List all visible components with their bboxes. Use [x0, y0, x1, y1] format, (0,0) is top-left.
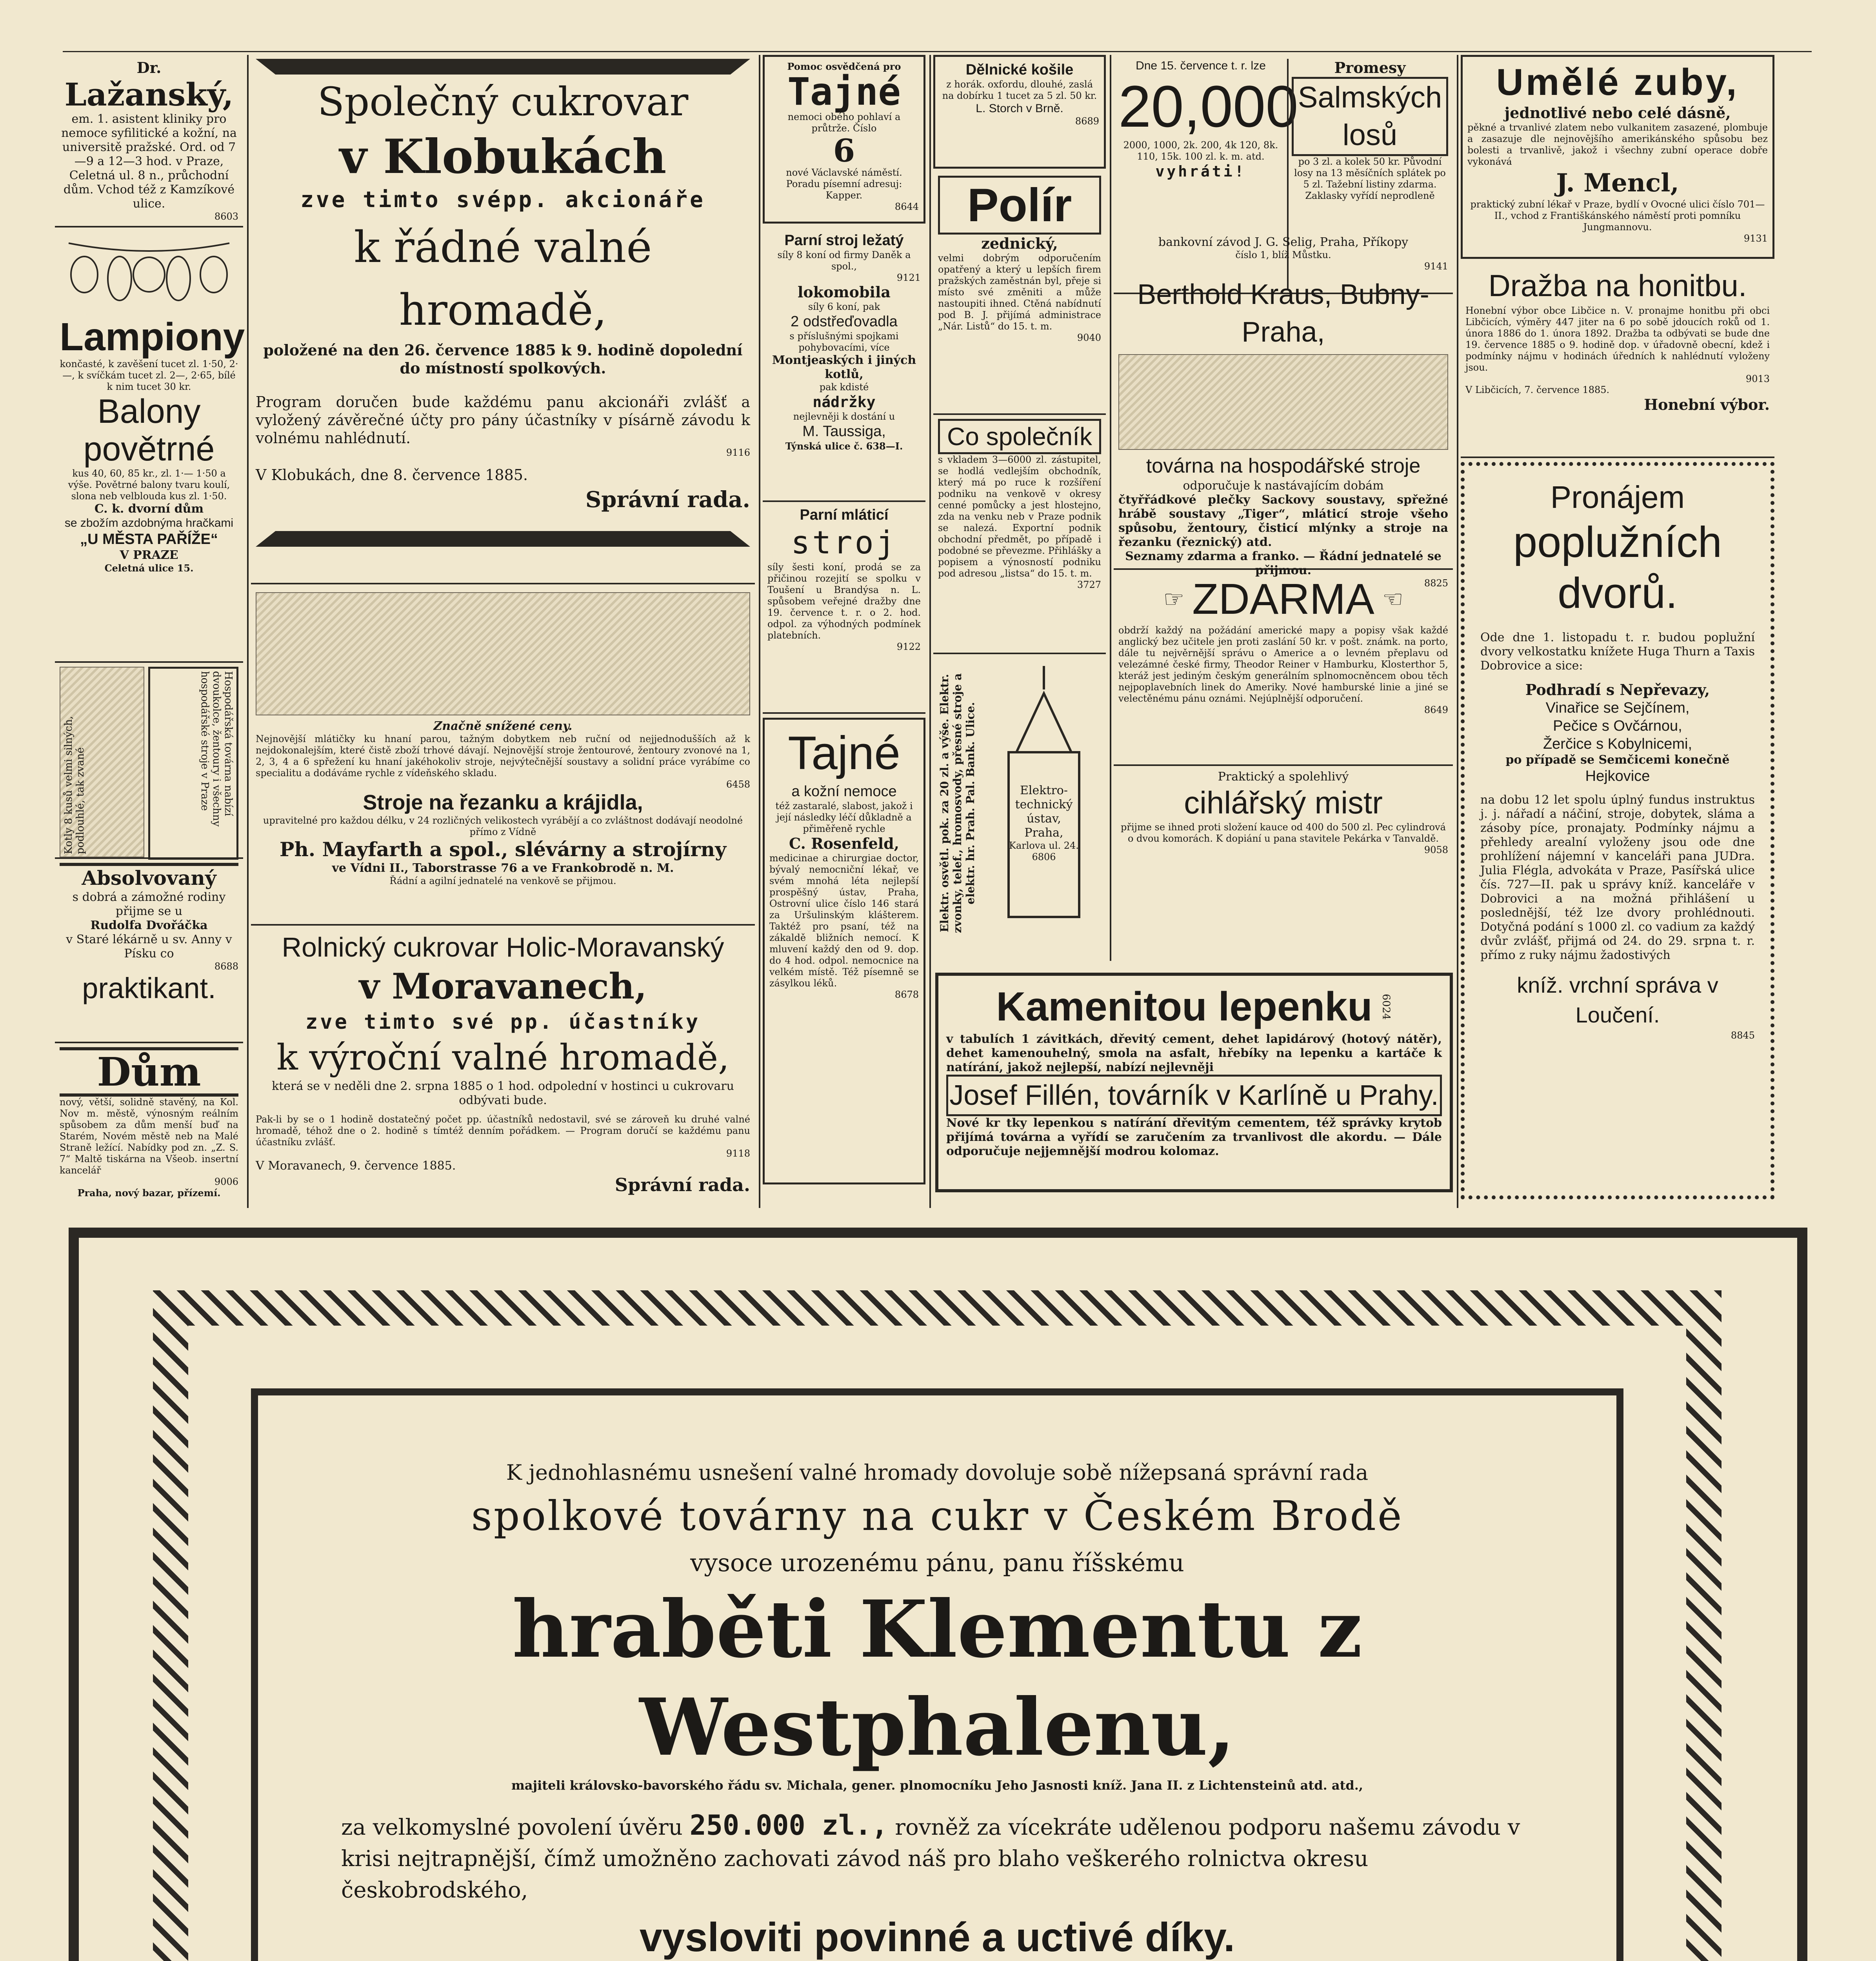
ad-text-2: po 3 zl. a kolek 50 kr. Původní losy na 13 měsíčních splátek po 5 zl. Tažební listiny zdarma. Zaklasky vyřídí neprodleně [1294, 156, 1446, 201]
ad-number: 9040 [1077, 332, 1101, 343]
ad-title: Dr. [136, 59, 162, 76]
ad-number: 8825 [1424, 578, 1448, 589]
ad-number: 8603 [214, 211, 238, 222]
announcement-address: vysoce urozenému pánu, panu říšskému [690, 1548, 1184, 1577]
lepenka-head [946, 981, 1442, 1032]
ad-subtitle: zednický, [981, 235, 1058, 252]
ad-number: 9118 [726, 1148, 750, 1159]
ad-number: 9121 [896, 272, 921, 283]
column-3 [763, 55, 925, 1212]
column-1 [55, 55, 243, 1212]
column-rule [759, 55, 760, 1208]
column-4 [933, 55, 1106, 961]
announcement-titles: majiteli královsko-bavorského řádu sv. Michala, gener. plnomocníku Jeho Jasnosti kníž. Jana II. z Lichtensteinů atd. atd., [511, 1778, 1363, 1793]
ad-lazansky [55, 55, 243, 227]
ad-title: Co společník [938, 419, 1101, 454]
ad-place-date: V Libčicích, 7. července 1885. [1465, 384, 1610, 395]
column-5 [1114, 55, 1453, 961]
ad-invite: zve timto svépp. akcionáře [300, 187, 705, 213]
ad-text: síly 8 koní od firmy Daněk a spol., [777, 249, 911, 272]
elektro-line-5: Karlova ul. 24. [1009, 840, 1079, 851]
ad-title: Tajné [787, 70, 901, 114]
announcement [274, 1459, 1600, 1961]
ad-mayfarth [251, 584, 755, 926]
ad-title: Lampiony [60, 315, 245, 359]
ad-text: s dobrá a zámožné rodiny přijme se u [72, 890, 226, 918]
ad-elektro [933, 654, 1106, 952]
ad-place-date: V Klobukách, dne 8. července 1885. [256, 466, 528, 484]
ad-amount: 20,000 [1118, 73, 1298, 139]
ad-signature: Správní rada. [585, 487, 750, 513]
ad-text: s vkladem 3—6000 zl. zástupitel, se hodlá vedlejším obchodník, který má po ruce k rozšíření podniku na venkově v okresy cenné pomůcky a jest hlostejno, zda na venku neb v Praze podnik se nalezá. Exportní podnik obchodní předmět, po případě i podobné se převezme. Přihlášky a popisem a výnosností podniku pod adresou „listsa“ do 15. t. m. [938, 454, 1101, 579]
ad-head: Pomoc osvědčená pro [787, 61, 901, 72]
ad-firm: Josef Fillén, továrník v Karlíně u Prahy. [946, 1075, 1442, 1116]
column-rule [1110, 55, 1111, 961]
ad-lampiony [55, 227, 243, 663]
ad-signature: kníž. vrchní správa v Loučení. [1517, 973, 1718, 1027]
ad-footer: Praha, nový bazar, přízemí. [77, 1187, 221, 1199]
ad-title-2: praktikant. [82, 972, 216, 1004]
ad-mlatici-stroj [763, 502, 925, 714]
ad-text-2: Nové kr tky lepenkou s natírání dřevitým cementem, též správky krytob přijímá továrna a vyřídí se zaručením za trvanlivost dle akordu. — Dále odporučuje nejjemnější modrou kolomaz. [946, 1116, 1442, 1158]
ad-kosile [933, 55, 1106, 169]
column-rule [1457, 55, 1458, 1208]
ad-zuby [1461, 55, 1774, 259]
elektro-line-1: Elektro- [1020, 784, 1068, 797]
ad-name: Rudolfa Dvořáčka [90, 919, 208, 932]
ad-item-2: 2 odstřeďovadla [791, 313, 898, 330]
farm-5: Hejkovice [1585, 768, 1650, 784]
ad-text: v tabulích 1 závitkách, dřevitý cement, dehet lapidárový (hotový nátěr), dehet kamenouhelný, smola na asfalt, hřebíky na lepenku a kartáče k natírání, jakož nejlepší, nabízí nejlevněji [946, 1032, 1442, 1074]
ad-address: číslo 1, blíž Můstku. [1235, 249, 1331, 260]
ad-signature: Správní rada. [614, 1174, 750, 1195]
ad-title: Společný cukrovar [317, 79, 689, 125]
elektro-line-3: ústav, [1027, 812, 1061, 826]
ad-name: J. Mencl, [1556, 168, 1679, 198]
ad-firm: M. Taussiga, [802, 423, 886, 440]
announcement-honoree: hraběti Klementu z Westphalenu, [512, 1583, 1362, 1774]
ad-title: Tajné [788, 727, 900, 779]
ad-text: odporučuje k nastávajícím dobám [1183, 479, 1384, 493]
ad-text-5: nejlevněji k dostání u [793, 411, 895, 422]
ad-bank: bankovní závod J. G. Selig, Praha, Příkopy [1158, 235, 1409, 249]
ad-kraus [1114, 272, 1453, 589]
ad-text: Nejnovější mlátičky ku hnaní parou, tažným dobytkem neb ruční od nejjednodušších až k nejdokonalejším, které čistě zboží trhové dávají. Nejnovější stroje žentourové, žentoury zvonové na 1, 2, 3, 4 a 6 spřežení ku hnaní jakéhokoliv stroje, nejvýtečnější soustavy a solidní práce vyrábíme co specialitu a dodáváme rychle z vídeňského skladu. [256, 733, 750, 779]
ad-dum [55, 1043, 243, 1208]
ad-drazba [1461, 262, 1774, 458]
ad-cihlar [1114, 766, 1453, 884]
ad-text-3: na dobu 12 let spolu úplný fundus instruktus j. j. nářadí a náčiní, stroje, dobytek, sláma a zásoby píce, pronajaty. Podmínky nájmu a přehledy arealní vyloženy jsou ode dne prohlížení nájemní v kanceláři pana JUDra. Julia Flégla, advokáta v Praze, Pasířská ulice čís. 727—II. pak u správy kníž. kanceláře v Dobrovici a na možná přihlášení u poslednější, též lze dvory prohlédnouti. Dotyčná podání s 1000 zl. co vadium za každý dvůr zvlášť, přijmá od 24. do 29. srpna t. r. přímo z ruky nájmu žadostivých [1480, 793, 1755, 962]
ad-text: končasté, k zavěšení tucet zl. 1·50, 2·—, k svíčkám tucet zl. 2—, 2·65, bílé k nim tucet 30 kr. [60, 358, 238, 392]
ad-number: 9116 [726, 447, 750, 458]
farm-3: Pečice s Ovčárnou, [1553, 718, 1682, 734]
ad-title: Dům [60, 1047, 238, 1097]
ad-number: 9013 [1745, 373, 1770, 384]
ad-title: Polír [938, 176, 1101, 235]
ad-number: 3727 [1077, 579, 1101, 590]
ad-title: Kamenitou lepenku [996, 984, 1372, 1030]
ad-number: 6806 [1032, 851, 1056, 862]
ad-number: 8644 [894, 201, 919, 212]
ad-title: Salmských losů [1292, 77, 1448, 156]
ad-number: 9122 [896, 641, 921, 652]
ad-subtitle: poplužních dvorů. [1513, 518, 1722, 617]
ad-text: velmi dobrým odporučením opatřený a který u lepších firem pražských zaměstnán byl, přeje si místo své změniti a může nastoupiti ihned. Ctěná nabídnutí pod B. J. přijímá administrace „Nár. Listů“ do 15. t. m. [938, 253, 1101, 332]
ad-text-3: Seznamy zdarma a franko. — Řádní jednatelé se přijmou. [1125, 549, 1442, 577]
ad-title: Pronájem [1550, 480, 1685, 515]
announcement-company: spolkové továrny na cukr v Českém Brodě [471, 1492, 1403, 1540]
body-amount: 250.000 zl., [689, 1809, 888, 1841]
ad-text: též zastaralé, slabost, jakož i její následky léčí důkladně a přiměřeně rychle [775, 800, 913, 834]
top-rule [63, 51, 1812, 52]
ad-tajne-rosenfeld [763, 718, 925, 1184]
shop-name: „U MĚSTA PAŘÍŽE“ [80, 531, 218, 548]
ad-item: lokomobila [797, 283, 891, 301]
ad-title: ZDARMA [1192, 575, 1374, 623]
ad-cukrovar-klobuky [251, 55, 755, 584]
ad-text-3: s příslušnými spojkami pohybovacími, více [789, 331, 899, 353]
ad-pronajem [1461, 462, 1774, 1199]
elektro-text [997, 784, 1091, 863]
ad-text: nemoci obého pohlaví a průtrže. Číslo [787, 111, 901, 134]
ad-meeting: k výroční valné hromadě, [276, 1037, 729, 1078]
shop-line-2: se zbožím azdobnýma hračkami [64, 517, 234, 529]
ad-head: Dne 15. července t. r. lze [1136, 59, 1266, 72]
ad-firm: Ph. Mayfarth a spol., slévárny a strojírny [279, 838, 727, 861]
shop-line-1: C. k. dvorní dům [94, 502, 204, 516]
ad-text-4: pak kdisté [819, 382, 869, 393]
ad-title: Absolvovaný [82, 866, 216, 890]
farm-4: Žerčice s Kobylnicemi, [1543, 736, 1692, 752]
ad-vertical [55, 663, 243, 859]
ad-invite: zve timto své pp. účastníky [305, 1010, 701, 1034]
ad-text: 2000, 1000, 2k. 200, 4k 120, 8k. 110, 15k. 100 zl. k. m. atd. [1123, 140, 1278, 162]
ad-place: v Klobukách [339, 129, 667, 184]
lanterns-illustration-icon [61, 231, 237, 314]
ad-house-number: 6 [833, 132, 855, 169]
ad-firm: L. Storch v Brně. [976, 102, 1063, 115]
ad-number: 8649 [1424, 704, 1448, 715]
ad-polir [933, 172, 1106, 415]
body-part-2: rovněž za vícekráte udělenou podporu našemu závodu v krisi nejtrapnější, čímž umožněno zachovati závod náš pro blaho veškerého rolnictva okresu českobrodského, [341, 1815, 1520, 1903]
column-6 [1461, 55, 1774, 1212]
zdarma-head [1118, 574, 1448, 625]
column-rule [929, 55, 931, 1208]
ad-title: cihlářský mistr [1184, 785, 1383, 820]
farm-1: Podhradí s Nepřevazy, [1525, 681, 1710, 699]
shop-city: V PRAZE [120, 548, 178, 562]
column-2 [251, 55, 755, 1212]
ad-address: ve Vídni II., Taborstrasse 76 a ve Frankobrodě n. M. [332, 861, 674, 875]
ad-caption: Značně snížené ceny. [433, 719, 573, 733]
ad-number: 8688 [214, 961, 238, 972]
ad-text: Ode dne 1. listopadu t. r. budou poplužní dvory velkostatku knížete Huga Thurn a Taxis Dobrovice a sice: [1480, 631, 1755, 673]
ad-signature: Honební výbor. [1644, 396, 1770, 413]
ad-text: z horák. oxfordu, dlouhé, zaslá na dobírku 1 tucet za 5 zl. 50 kr. [942, 79, 1097, 101]
ad-number: 9131 [1743, 233, 1768, 244]
ad-text-2: upravitelné pro každou délku, v 24 rozličných velikostech vyrábějí a co zvláštnost dodávají neodolné přímo z Vídně [263, 815, 743, 837]
ad-number: 9006 [214, 1176, 238, 1187]
ad-number: 9058 [1424, 844, 1448, 855]
vertical-text: Elektr. osvětl. pok. za 20 zl. a výše. Elektr. zvonky, telef., hromosvody, přesné stroje a elektr. hr. Prah. Pal. Bank. Ulice. [938, 673, 977, 933]
ad-text-2: praktický zubní lékař v Praze, bydlí v Ovocné ulici číslo 701—II., vchod z Františkánského náměstí proti pomníku Jungmannovu. [1470, 199, 1765, 233]
ad-address: Týnská ulice č. 638—I. [785, 440, 903, 452]
banner-top [256, 59, 750, 75]
ad-title: Parní stroj ležatý [784, 232, 904, 249]
ad-place: v Moravanech, [359, 966, 647, 1007]
ad-text-2: v Staré lékárně u sv. Anny v Písku co [66, 933, 232, 960]
ad-place-date: V Moravanech, 9. července 1885. [256, 1159, 456, 1173]
ad-spolecnik [933, 415, 1106, 654]
ad-absolvovany [55, 859, 243, 1043]
ad-item-3: Montjeaských i jiných kotlů, [772, 353, 916, 381]
announcement-thanks: vysloviti povinné a uctivé díky. [639, 1915, 1235, 1960]
threshing-machine-illustration-icon [256, 592, 750, 715]
elektro-line-4: Praha, [1024, 826, 1063, 840]
elektro-building [981, 658, 1101, 948]
ad-lepenka [935, 973, 1453, 1192]
announcement-body [274, 1794, 1600, 1906]
ad-text-2: po případě se Semčicemi konečně [1505, 753, 1730, 767]
ad-text: Program doručen bude každému panu akcionáři zvlášť a vyložený závěrečné účty pro pány účastníky v písárně závodu k volnému nahlédnutí. [256, 393, 750, 447]
ad-zdarma [1114, 570, 1453, 766]
ad-number: 6024 [1380, 993, 1392, 1020]
ad-subtitle: a kožní nemoce [791, 783, 897, 800]
ad-title-2: Balony povětrné [83, 393, 215, 468]
farm-2: Vinařice se Sejčínem, [1545, 700, 1690, 716]
ad-parni-stroj [763, 227, 925, 502]
ad-headline: Stroje na řezanku a krájidla, [363, 791, 643, 814]
ad-title: Berthold Kraus, Bubny-Praha, [1137, 279, 1429, 348]
announcement-intro: K jednohlasnému usnešení valné hromady dovoluje sobě nížepsaná správní rada [506, 1460, 1369, 1485]
ad-text: Honební výbor obce Libčice n. V. pronajme honitbu při obci Libčicích, výměry 447 jiter na 6 po sobě jdoucích roků od 1. února 1886 do 1. února 1892. Dražba ta odbývati se bude dne 19. července 1885 o 9. hodině dop. v úřadovně obecní, kdež i podmínky nájmu v hodinách úředních k nahlédnutí vyloženy jsou. [1465, 305, 1770, 373]
ad-text: obdrží každý na požádání americké mapy a popisy však každé anglický bez učitele jen proti zaslání 50 kr. v pošt. známk. na porto, dále tu nejvěrnější správu o Americe a o levném přeplavu od velezámné české firmy, Theodor Reiner v Hamburku, Klosterthor 5, kteráž jest jediným českým generálním splnomocněncem obou těch nejpoplavebních linek do Ameriky. Nové hamburské linie a jiné se velectěnému pánu oznámi. Nejúplnější odporučení. [1118, 625, 1448, 704]
ad-name: Lažanský, [64, 76, 234, 113]
vertical-text-right: Hospodářská továrna nabízí dvoukolce, žentoury i všechny hospodářské stroje v Praze [148, 667, 238, 860]
ad-head-2: Promesy [1334, 59, 1406, 76]
machine-illustration-icon [1118, 354, 1448, 450]
ad-name: C. Rosenfeld, [789, 835, 899, 852]
banner-bottom [256, 531, 750, 547]
ad-text-2: kus 40, 60, 85 kr., zl. 1·— 1·50 a výše. Povětrné balony tvaru koulí, slona neb velblouda kus zl. 1·50. [68, 468, 230, 502]
ad-title: Parní mláticí [800, 507, 889, 523]
ad-title: Dělnické košile [965, 62, 1074, 78]
ad-title: Dražba na honitbu. [1488, 268, 1747, 303]
ad-subtitle: jednotlivé nebo celé dásně, [1504, 104, 1731, 122]
ad-number: 6458 [726, 779, 750, 790]
ad-tajne-kapper [763, 55, 925, 224]
ad-title: Umělé zuby, [1496, 61, 1739, 103]
body-part-1: za velkomyslné povolení úvěru [341, 1815, 683, 1840]
pointing-hand-icon: ☞ [1163, 586, 1185, 613]
ad-date: položené na den 26. července 1885 k 9. hodině dopolední do místností spolkových. [263, 341, 743, 377]
elektro-line-2: technický [1015, 798, 1073, 811]
ad-text: přijme se ihned proti složení kauce od 400 do 500 zl. Pec cylindrová o dvou komorách. K dopiání u pana stavitele Pekárka v Tanvaldě. [1121, 822, 1446, 844]
ad-text: pěkné a trvanlivé zlatem nebo vulkanitem zasazené, plombuje a zasazuje dle nejnovějšího amerikánského spůsobu bez bolesti a trvanlivě, jakož i všechny zubní operace dobře vykonává [1467, 122, 1768, 167]
ad-number: 8689 [1075, 116, 1099, 127]
ad-title: Rolnický cukrovar Holic-Moravanský [282, 932, 724, 962]
ad-number: 8678 [894, 989, 919, 1000]
ad-text-2: medicinae a chirurgiae doctor, bývalý nemocniční lékař, ve svém mnohá léta nejlepší prospěšný ústav, Praha, Ostrovní ulice číslo 146 stará za Uršulinským klášterem. Taktéž pro psaní, též na zákaldě bližních nemocí. K mluvení každý den od 9. dop. do 4 hod. odpol. nemocnice na velkém místě. Též písemně se zásylkou léků. [769, 853, 919, 989]
pointing-hand-icon: ☞ [1382, 586, 1403, 613]
divider [60, 863, 238, 866]
ad-text: síly šesti koní, prodá se za přičinou rozejití se spolku v Toušení u Brandýsa n. L. spůsobem veřejné dražby dne 19. července t. r. o 2. hod. odpol. za výhodných podmínek platebních. [767, 562, 921, 641]
ad-date: která se v neděli dne 2. srpna 1885 o 1 hod. odpolední v hostinci u cukrovaru odbývati bude. [272, 1079, 734, 1107]
ad-text-2: nové Václavské náměstí. Poradu písemní adresuj: Kapper. [786, 167, 902, 201]
ad-text: nový, větší, solidně stavěný, na Kol. Nov m. městě, výnosným reálním spůsobem za dům menší buď na Starém, Novém městě neb na Malé Straně ležící. Nabídky pod zn. „Z. S. 7“ Maltě tiskárna na Všeob. insertní kancelář [60, 1097, 238, 1176]
vertical-text-left: Kotly 8 kusů velmi silných, podlouhlé, tak zvané [60, 667, 144, 857]
column-rule [247, 55, 249, 1208]
ad-subtitle: továrna na hospodářské stroje [1146, 455, 1421, 477]
ad-title-2: stroj [791, 524, 897, 561]
ad-number: 9141 [1424, 261, 1448, 272]
ad-text: em. 1. asistent kliniky pro nemoce syfilitické a kožní, na universitě pražské. Ord. od 7—9 a 12—3 hod. v Praze, Celetná ul. 8 n., průchodní dům. Vchod též z Kamzíkové ulice. [61, 112, 237, 211]
ad-number: 8845 [1731, 1030, 1755, 1041]
ad-meeting: k řádné valné hromadě, [354, 222, 652, 335]
ad-text-2: síly 6 koní, pak [808, 301, 880, 312]
ad-win: vyhráti! [1155, 163, 1246, 180]
ad-text: Pak-li by se o 1 hodině dostatečný počet pp. účastníků nedostavil, své se zároveň ku druhé valné hromadě, téhož dne o 2. hodině s tímtéž denním pořádkem. — Program doručí se každému panu účastníku zvlášť. [256, 1114, 750, 1148]
ad-head: Praktický a spolehlivý [1218, 770, 1349, 784]
ad-cukrovar-moravany [251, 926, 755, 1208]
ad-text-2: čtyřřádkové plečky Sackovy soustavy, spřežné hrábě soustavy „Tiger“, mláticí stroje všeho spůsobu, žentoury, čisticí mlýnky a stroje na řezanku (řeznický) atd. [1118, 493, 1448, 549]
ad-footer: Řádní a agilní jednatelé na venkově se přijmou. [389, 875, 616, 886]
shop-address: Celetná ulice 15. [104, 562, 194, 574]
ad-item-4: nádržky [813, 393, 876, 411]
